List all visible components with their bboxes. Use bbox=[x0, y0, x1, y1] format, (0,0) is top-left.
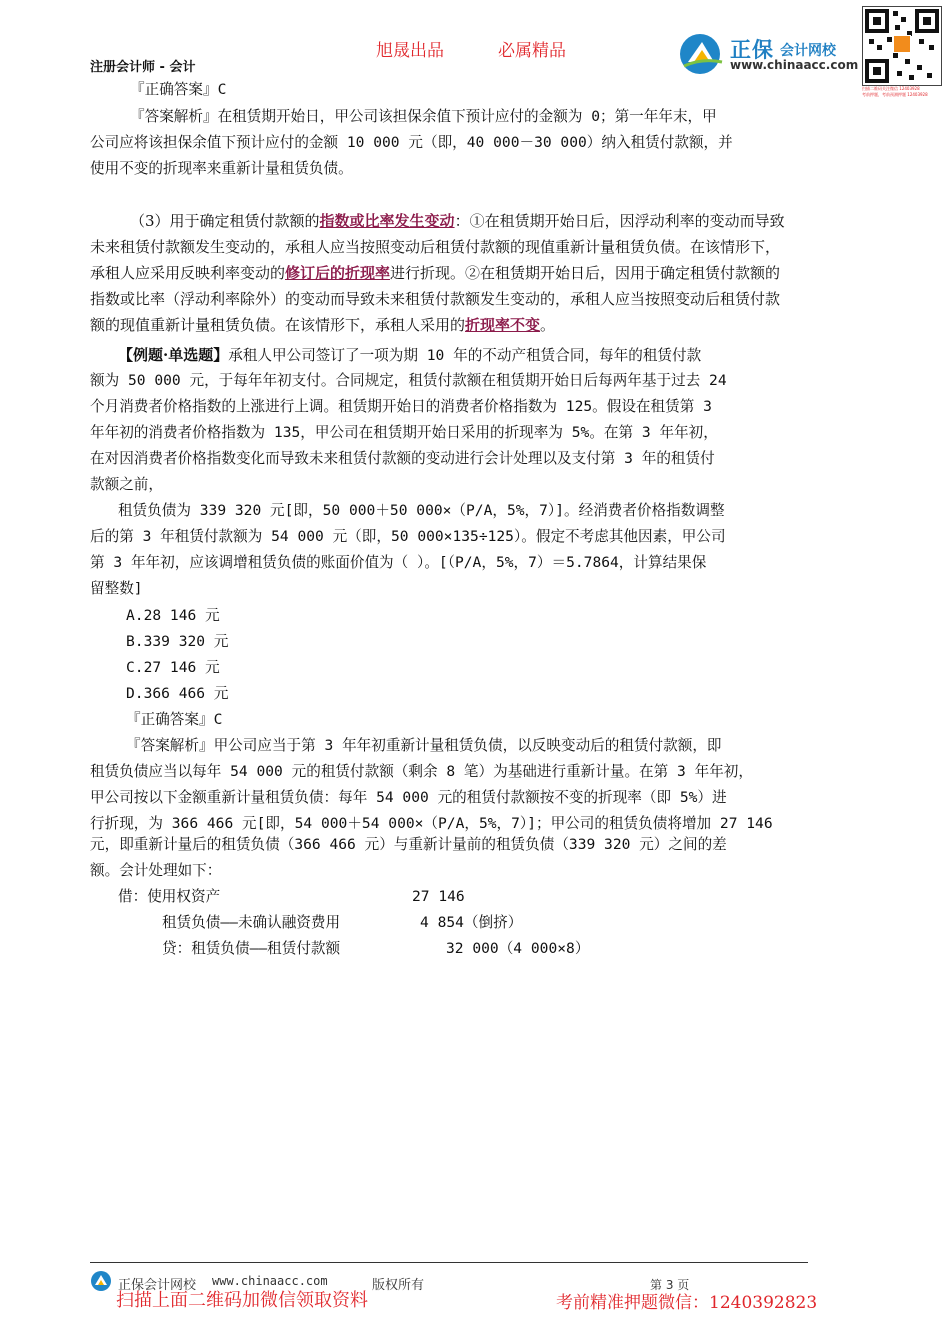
example-line-9: 第 3 年年初，应该调增租赁负债的账面价值为（ ）。[（P/A，5%，7）＝5.7864，计算结果保 bbox=[90, 554, 707, 571]
option-d: D.366 466 元 bbox=[126, 685, 229, 702]
example-line-5: 在对因消费者价格指数变化而导致未来租赁付款额的变动进行会计处理以及支付第 3 年的租赁付 bbox=[90, 450, 715, 467]
analysis-line-6: 额。会计处理如下： bbox=[90, 862, 222, 879]
qr-code-icon bbox=[862, 6, 942, 86]
promo-left: 旭晟出品 bbox=[376, 41, 444, 61]
example-line-7: 租赁负债为 339 320 元[即，50 000＋50 000×（P/A，5%，7）]。经消费者价格指数调整 bbox=[118, 502, 725, 519]
journal-credit-amount: 32 000（4 000×8） bbox=[446, 940, 590, 957]
prev-analysis-line-3: 使用不变的折现率来重新计量租赁负债。 bbox=[90, 160, 353, 177]
journal-debit-amount: 27 146 bbox=[412, 888, 465, 905]
qr-caption-2: 考前押题，考前预测押题 12403928 bbox=[862, 92, 928, 97]
footer-brand: 正保会计网校 bbox=[118, 1278, 197, 1293]
subject-header: 注册会计师 - 会计 bbox=[90, 60, 196, 75]
analysis-line-3: 甲公司按以下金额重新计量租赁负债：每年 54 000 元的租赁付款额按不变的折现率（即 5%）进 bbox=[90, 789, 727, 806]
para3-line-2: 未来租赁付款额发生变动的，承租人应当按照变动后租赁付款额的现值重新计量租赁负债。在该情形下， bbox=[90, 238, 781, 256]
example-line-2: 额为 50 000 元，于每年年初支付。合同规定，租赁付款额在租赁期开始日后每两年基于过去 24 bbox=[90, 372, 727, 389]
highlight-revised-discount-rate: 修订后的折现率 bbox=[285, 264, 391, 282]
footer-rights: 版权所有 bbox=[372, 1278, 425, 1293]
example-line-1: 【例题·单选题】承租人甲公司签订了一项为期 10 年的不动产租赁合同，每年的租赁付款 bbox=[118, 346, 702, 364]
para3-line-4: 指数或比率（浮动利率除外）的变动而导致未来租赁付款额发生变动的，承租人应当按照变动后租赁付款 bbox=[90, 290, 781, 308]
para3-line-3: 承租人应采用反映利率变动的修订后的折现率进行折现。②在租赁期开始日后，因用于确定租赁付款额的 bbox=[90, 264, 781, 282]
qr-caption-1: 扫描二维码关注微信 12403928 bbox=[862, 86, 920, 91]
correct-answer: 『正确答案』C bbox=[126, 711, 223, 728]
prev-analysis-line-2: 公司应将该担保余值下预计应付的金额 10 000 元（即，40 000－30 000）纳入租赁付款额，并 bbox=[90, 134, 733, 151]
footer-wechat-promo: 考前精准押题微信：1240392823 bbox=[556, 1293, 818, 1313]
logo-brand: 正保 bbox=[730, 38, 774, 62]
prev-analysis-line-1: 『答案解析』在租赁期开始日，甲公司该担保余值下预计应付的金额为 0；第一年年末，甲 bbox=[130, 108, 717, 125]
analysis-line-5: 元，即重新计量后的租赁负债（366 466 元）与重新计量前的租赁负债（339 320 元）之间的差 bbox=[90, 836, 727, 853]
highlight-index-rate-change: 指数或比率发生变动 bbox=[319, 212, 455, 230]
footer-divider bbox=[90, 1262, 808, 1263]
footer-scan-promo: 扫描上面二维码加微信领取资料 bbox=[116, 1290, 368, 1311]
example-line-8: 后的第 3 年租赁付款额为 54 000 元（即，50 000×135÷125）。假定不考虑其他因素，甲公司 bbox=[90, 528, 726, 545]
page-number: 第 3 页 bbox=[650, 1278, 690, 1292]
chinaacc-logo-icon bbox=[678, 32, 726, 76]
option-c: C.27 146 元 bbox=[126, 659, 220, 676]
para3-line-5: 额的现值重新计量租赁负债。在该情形下，承租人采用的折现率不变。 bbox=[90, 316, 556, 334]
analysis-line-2: 租赁负债应当以每年 54 000 元的租赁付款额（剩余 8 笔）为基础进行重新计量。在第 3 年年初， bbox=[90, 763, 753, 780]
example-tag: 【例题·单选题】 bbox=[118, 346, 229, 364]
journal-credit: 贷：租赁负债——租赁付款额 bbox=[162, 940, 341, 957]
journal-debit: 借：使用权资产 bbox=[118, 888, 221, 905]
prev-answer: 『正确答案』C bbox=[130, 81, 227, 98]
footer-url[interactable]: www.chinaacc.com bbox=[212, 1274, 328, 1288]
logo-brand-sub: 会计网校 bbox=[780, 43, 836, 59]
footer-logo-icon bbox=[90, 1270, 114, 1292]
logo-url[interactable]: www.chinaacc.com bbox=[730, 58, 859, 72]
journal-sub-debit: 租赁负债——未确认融资费用 bbox=[162, 914, 341, 931]
example-line-3: 个月消费者价格指数的上涨进行上调。租赁期开始日的消费者价格指数为 125。假设在租赁第 3 bbox=[90, 398, 712, 415]
example-line-6: 款额之前， bbox=[90, 476, 163, 493]
example-line-4: 年年初的消费者价格指数为 135，甲公司在租赁期开始日采用的折现率为 5%。在第 3 年年初， bbox=[90, 424, 718, 441]
journal-sub-debit-amount: 4 854（倒挤） bbox=[420, 914, 523, 931]
analysis-line-1: 『答案解析』甲公司应当于第 3 年年初重新计量租赁负债，以反映变动后的租赁付款额，即 bbox=[126, 737, 722, 754]
para3-line-1: （3）用于确定租赁付款额的指数或比率发生变动：①在租赁期开始日后，因浮动利率的变动而导致 bbox=[130, 212, 785, 230]
option-a: A.28 146 元 bbox=[126, 607, 220, 624]
option-b: B.339 320 元 bbox=[126, 633, 229, 650]
qr-center-badge-icon bbox=[893, 35, 911, 53]
highlight-rate-unchanged: 折现率不变 bbox=[465, 316, 541, 334]
example-line-10: 留整数] bbox=[90, 580, 143, 597]
promo-right: 必属精品 bbox=[498, 41, 566, 61]
analysis-line-4: 行折现，为 366 466 元[即，54 000＋54 000×（P/A，5%，7）]；甲公司的租赁负债将增加 27 146 bbox=[90, 815, 773, 832]
